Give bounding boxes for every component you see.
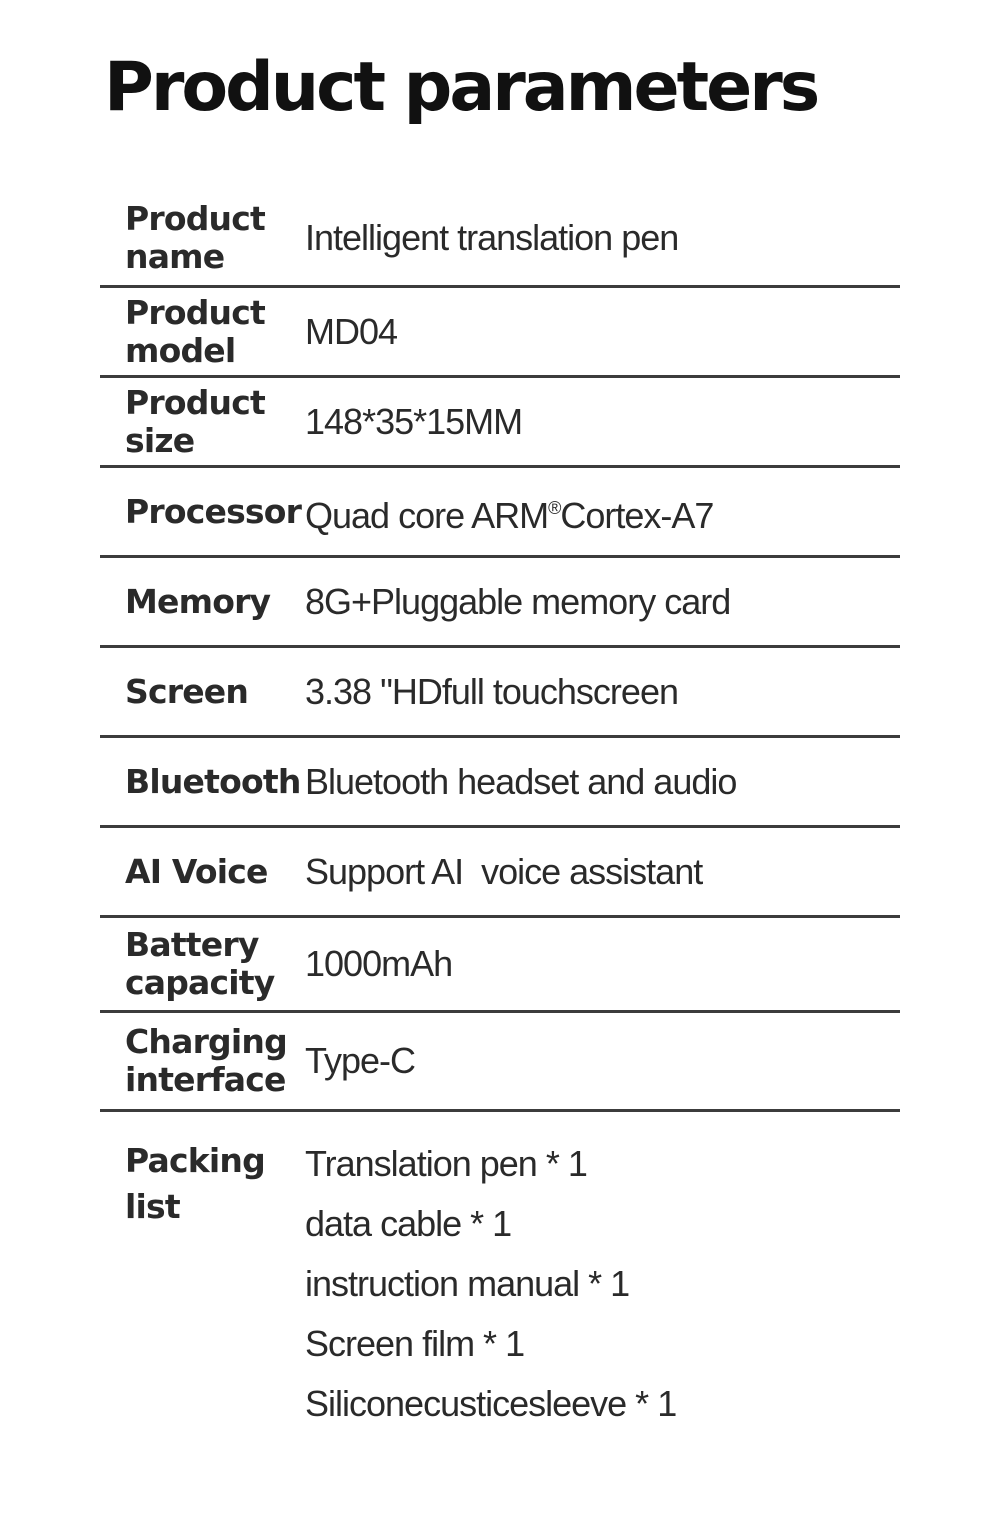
- param-row-memory: [100, 558, 900, 648]
- param-label: Product size: [125, 382, 265, 460]
- param-value: 1000mAh: [305, 943, 453, 984]
- param-value-suffix: Cortex-A7: [560, 494, 714, 536]
- param-value: 148*35*15MM: [305, 400, 523, 442]
- param-value: 3.38 "HDfull touchscreen: [305, 670, 678, 712]
- param-value: Support AI voice assistant: [305, 850, 703, 892]
- param-value: MD04: [305, 310, 398, 352]
- packing-list-item: instruction manual * 1: [305, 1263, 630, 1304]
- param-row-processor: [100, 468, 900, 558]
- packing-list-item: data cable * 1: [305, 1203, 512, 1244]
- param-value-prefix: Quad core ARM: [305, 494, 549, 536]
- param-row-ai-voice: [100, 828, 900, 918]
- param-row-charging: [100, 1013, 900, 1112]
- packing-list: [305, 1134, 676, 1434]
- param-value: Bluetooth headset and audio: [305, 760, 737, 802]
- param-label: Bluetooth: [125, 761, 301, 801]
- param-row-product-size: [100, 378, 900, 468]
- param-row-screen: [100, 648, 900, 738]
- param-label: Processor: [125, 491, 302, 531]
- param-label: AI Voice: [125, 851, 268, 891]
- page-title: Product parameters: [104, 48, 818, 127]
- param-label: Charging interface: [125, 1022, 287, 1099]
- param-row-packing-list: [100, 1112, 900, 1422]
- param-label: Product model: [125, 292, 265, 370]
- param-row-bluetooth: [100, 738, 900, 828]
- param-value: [305, 488, 900, 536]
- packing-list-item: Translation pen * 1: [305, 1143, 587, 1184]
- param-value: Type-C: [305, 1040, 416, 1081]
- param-row-product-name: [100, 190, 900, 288]
- param-label: Memory: [125, 581, 271, 621]
- param-label: Packing list: [125, 1141, 265, 1226]
- param-row-product-model: [100, 288, 900, 378]
- packing-list-item: Siliconecusticesleeve * 1: [305, 1383, 677, 1424]
- registered-mark: ®: [548, 497, 561, 518]
- param-value: 8G+Pluggable memory card: [305, 580, 731, 622]
- param-value: Intelligent translation pen: [305, 216, 679, 258]
- param-row-battery: [100, 918, 900, 1013]
- param-label: Screen: [125, 671, 249, 711]
- param-label: Battery capacity: [125, 925, 275, 1002]
- parameters-table: [100, 190, 900, 1422]
- packing-list-item: Screen film * 1: [305, 1323, 525, 1364]
- param-label: Product name: [125, 198, 265, 276]
